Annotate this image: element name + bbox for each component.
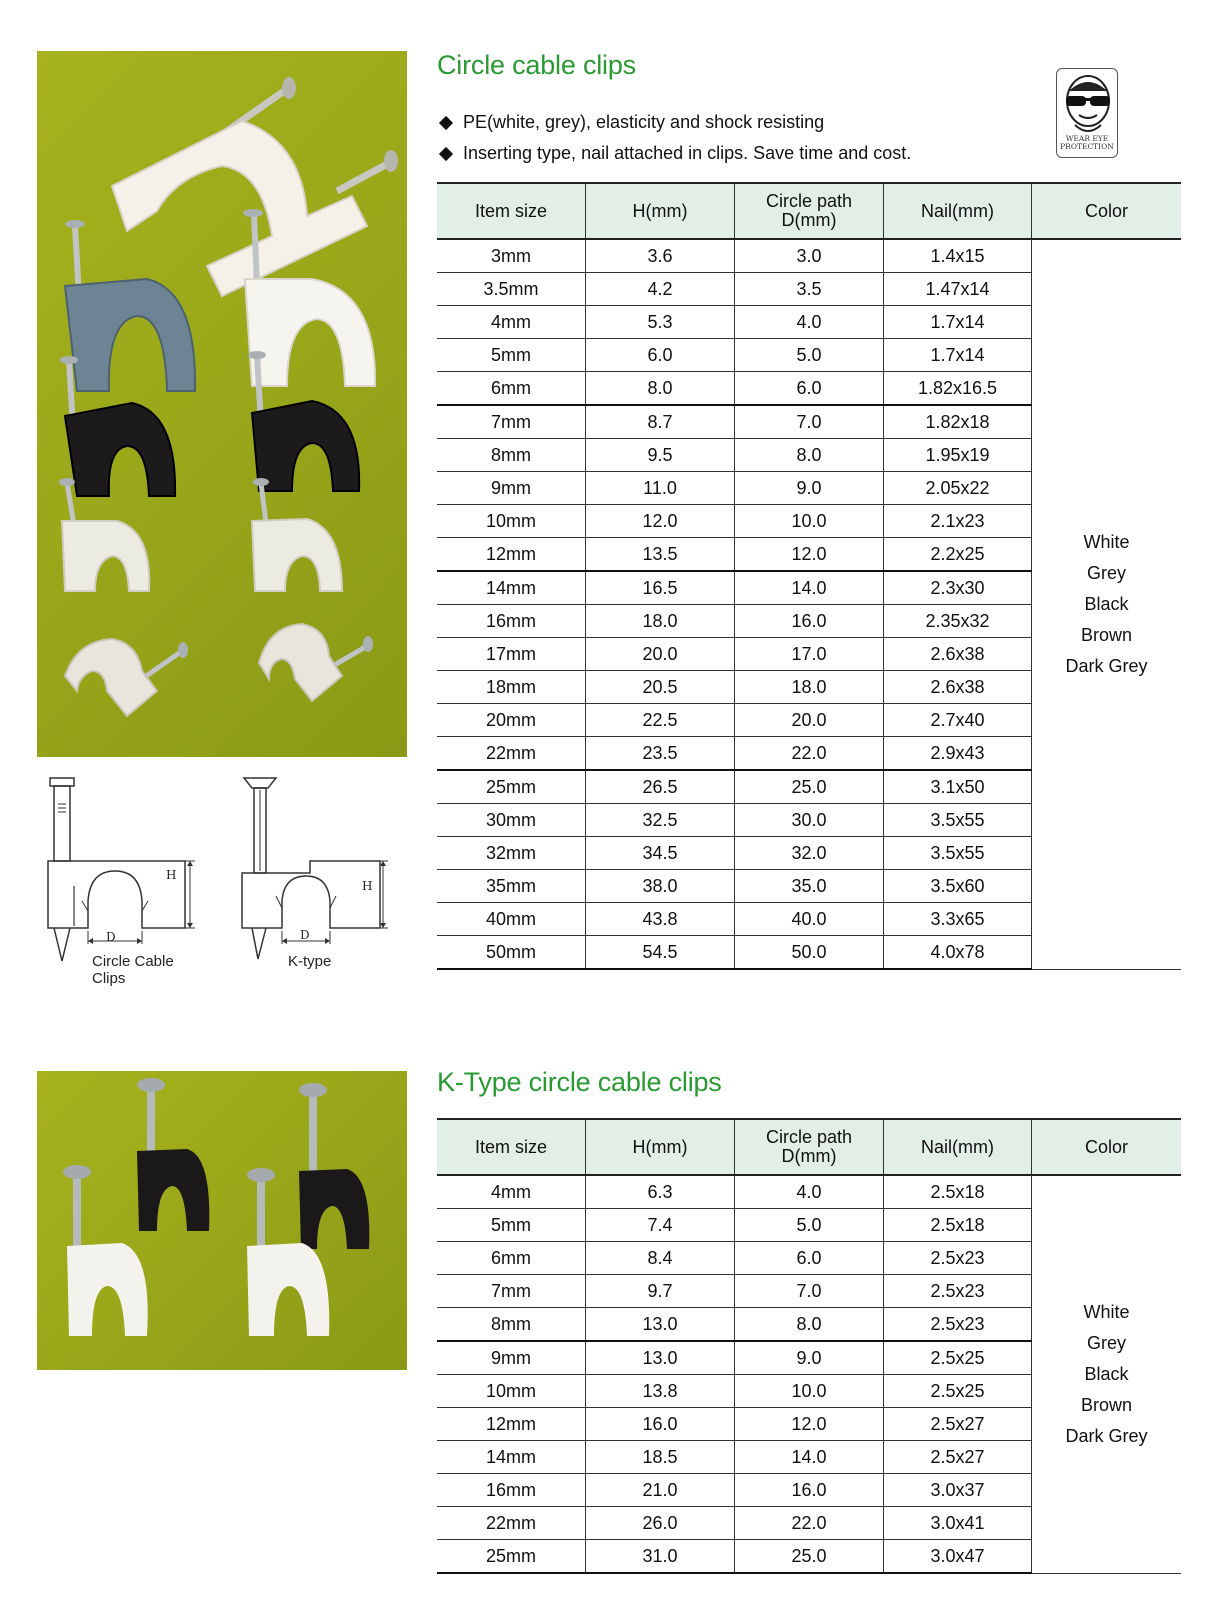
product-photo-circle-clips [37, 51, 407, 757]
k-type-clips-spec-table [437, 1118, 1181, 1574]
product-photo-k-type-clips [37, 1071, 407, 1370]
cell-circle-path: 3.5 [735, 273, 884, 306]
cell-item-size: 18mm [437, 671, 586, 704]
cell-circle-path: 35.0 [735, 870, 884, 903]
cell-item-size: 40mm [437, 903, 586, 936]
cell-item-size: 14mm [437, 1441, 586, 1474]
cell-circle-path: 16.0 [735, 605, 884, 638]
feature-bullets [437, 107, 911, 169]
cell-h: 13.0 [586, 1308, 735, 1342]
cell-circle-path: 12.0 [735, 538, 884, 572]
cell-circle-path: 40.0 [735, 903, 884, 936]
cell-circle-path: 8.0 [735, 439, 884, 472]
col-header-h: H(mm) [586, 183, 735, 239]
cell-item-size: 25mm [437, 770, 586, 804]
cell-item-size: 3.5mm [437, 273, 586, 306]
cell-nail: 2.9x43 [884, 737, 1032, 771]
section-title-k-type-clips: K-Type circle cable clips [437, 1067, 722, 1097]
k-type-clip-diagram [240, 776, 390, 981]
cell-h: 9.7 [586, 1275, 735, 1308]
cell-circle-path: 20.0 [735, 704, 884, 737]
cell-h: 26.5 [586, 770, 735, 804]
small-white-clip-right [252, 478, 342, 591]
cell-nail: 1.4x15 [884, 239, 1032, 273]
cell-nail: 1.7x14 [884, 339, 1032, 372]
cell-item-size: 50mm [437, 936, 586, 970]
cell-nail: 3.3x65 [884, 903, 1032, 936]
cell-circle-path: 9.0 [735, 1341, 884, 1375]
wear-eye-protection-badge [1056, 68, 1118, 158]
cell-circle-path: 4.0 [735, 1175, 884, 1209]
diagram-d-label: D [300, 928, 310, 942]
col-header-item-size: Item size [437, 1119, 586, 1175]
table-row [437, 239, 1181, 273]
cell-h: 16.5 [586, 571, 735, 605]
cell-circle-path: 16.0 [735, 1474, 884, 1507]
cell-item-size: 12mm [437, 538, 586, 572]
cell-nail: 2.5x18 [884, 1209, 1032, 1242]
cell-h: 7.4 [586, 1209, 735, 1242]
cell-h: 3.6 [586, 239, 735, 273]
cell-h: 6.3 [586, 1175, 735, 1209]
cell-item-size: 5mm [437, 1209, 586, 1242]
col-header-item-size: Item size [437, 183, 586, 239]
cell-circle-path: 5.0 [735, 339, 884, 372]
cell-item-size: 9mm [437, 1341, 586, 1375]
col-header-color: Color [1032, 183, 1182, 239]
cell-circle-path: 12.0 [735, 1408, 884, 1441]
cell-item-size: 20mm [437, 704, 586, 737]
cell-h: 43.8 [586, 903, 735, 936]
badge-caption: WEAR EYE PROTECTION [1060, 134, 1114, 151]
color-option: Brown [1080, 624, 1133, 645]
section-title-circle-clips: Circle cable clips [437, 50, 636, 80]
cell-color-options [1032, 239, 1182, 969]
cell-h: 38.0 [586, 870, 735, 903]
cell-item-size: 3mm [437, 239, 586, 273]
color-option: White [1083, 1301, 1130, 1322]
cell-nail: 3.1x50 [884, 770, 1032, 804]
cell-circle-path: 18.0 [735, 671, 884, 704]
cell-h: 6.0 [586, 339, 735, 372]
goggles-icon [1057, 69, 1119, 139]
cell-item-size: 17mm [437, 638, 586, 671]
cell-nail: 3.5x60 [884, 870, 1032, 903]
cell-circle-path: 32.0 [735, 837, 884, 870]
cell-nail: 2.5x27 [884, 1441, 1032, 1474]
cell-item-size: 10mm [437, 1375, 586, 1408]
cell-item-size: 16mm [437, 1474, 586, 1507]
cell-h: 9.5 [586, 439, 735, 472]
cell-nail: 1.82x18 [884, 405, 1032, 439]
grey-clip [65, 220, 195, 391]
cell-h: 4.2 [586, 273, 735, 306]
cell-item-size: 4mm [437, 1175, 586, 1209]
cell-item-size: 25mm [437, 1540, 586, 1574]
circle-clips-spec-table [437, 182, 1181, 970]
color-option: Dark Grey [1065, 655, 1148, 676]
col-header-nail: Nail(mm) [884, 183, 1032, 239]
circle-clip-diagram [40, 776, 210, 987]
black-k-clip-right [299, 1083, 369, 1249]
cell-nail: 2.5x18 [884, 1175, 1032, 1209]
cell-circle-path: 4.0 [735, 306, 884, 339]
cell-h: 23.5 [586, 737, 735, 771]
cell-item-size: 7mm [437, 405, 586, 439]
cell-nail: 2.05x22 [884, 472, 1032, 505]
bullet-item: Inserting type, nail attached in clips. Save time and cost. [437, 138, 911, 169]
cell-circle-path: 22.0 [735, 1507, 884, 1540]
cell-h: 12.0 [586, 505, 735, 538]
cell-nail: 3.5x55 [884, 837, 1032, 870]
table-header-row [437, 183, 1181, 239]
cell-item-size: 10mm [437, 505, 586, 538]
cell-h: 32.5 [586, 804, 735, 837]
cell-item-size: 14mm [437, 571, 586, 605]
diamond-bullet-icon [439, 146, 453, 160]
cell-item-size: 12mm [437, 1408, 586, 1441]
table-row [437, 1175, 1181, 1209]
cell-nail: 1.7x14 [884, 306, 1032, 339]
cell-h: 31.0 [586, 1540, 735, 1574]
cell-h: 21.0 [586, 1474, 735, 1507]
cell-nail: 2.5x23 [884, 1308, 1032, 1342]
cell-nail: 2.35x32 [884, 605, 1032, 638]
diamond-bullet-icon [439, 115, 453, 129]
col-header-color: Color [1032, 1119, 1182, 1175]
color-option: Brown [1080, 1394, 1133, 1415]
cell-nail: 2.5x27 [884, 1408, 1032, 1441]
cell-h: 20.0 [586, 638, 735, 671]
col-header-h: H(mm) [586, 1119, 735, 1175]
cell-circle-path: 7.0 [735, 405, 884, 439]
cell-h: 20.5 [586, 671, 735, 704]
cell-item-size: 22mm [437, 737, 586, 771]
color-option: Black [1084, 1363, 1129, 1384]
cell-h: 8.4 [586, 1242, 735, 1275]
cell-nail: 2.2x25 [884, 538, 1032, 572]
cell-circle-path: 30.0 [735, 804, 884, 837]
cell-circle-path: 10.0 [735, 1375, 884, 1408]
cell-nail: 2.7x40 [884, 704, 1032, 737]
table-header-row [437, 1119, 1181, 1175]
cell-h: 54.5 [586, 936, 735, 970]
col-header-circle-path: Circle path D(mm) [735, 1119, 884, 1175]
cell-circle-path: 10.0 [735, 505, 884, 538]
cell-nail: 2.5x23 [884, 1275, 1032, 1308]
cell-h: 34.5 [586, 837, 735, 870]
cell-item-size: 9mm [437, 472, 586, 505]
cell-nail: 2.3x30 [884, 571, 1032, 605]
color-option: Grey [1086, 1332, 1126, 1353]
cell-nail: 2.6x38 [884, 638, 1032, 671]
cell-circle-path: 17.0 [735, 638, 884, 671]
cell-h: 8.7 [586, 405, 735, 439]
cell-item-size: 22mm [437, 1507, 586, 1540]
black-k-clip-left [137, 1078, 209, 1231]
color-option: Black [1084, 593, 1129, 614]
diagram-caption-circle: Circle Cable Clips [92, 953, 174, 987]
cell-item-size: 5mm [437, 339, 586, 372]
cell-h: 18.5 [586, 1441, 735, 1474]
cell-h: 13.5 [586, 538, 735, 572]
cell-circle-path: 22.0 [735, 737, 884, 771]
cell-circle-path: 14.0 [735, 1441, 884, 1474]
cell-h: 13.8 [586, 1375, 735, 1408]
diagram-h-label: H [362, 879, 373, 893]
cell-nail: 2.1x23 [884, 505, 1032, 538]
cell-h: 22.5 [586, 704, 735, 737]
cell-item-size: 32mm [437, 837, 586, 870]
cell-nail: 4.0x78 [884, 936, 1032, 970]
lying-clip-right [259, 624, 373, 701]
cell-nail: 2.5x23 [884, 1242, 1032, 1275]
cell-circle-path: 25.0 [735, 770, 884, 804]
cell-nail: 2.6x38 [884, 671, 1032, 704]
cell-circle-path: 6.0 [735, 372, 884, 406]
cell-nail: 2.5x25 [884, 1341, 1032, 1375]
cell-circle-path: 6.0 [735, 1242, 884, 1275]
col-header-circle-path: Circle path D(mm) [735, 183, 884, 239]
diagram-h-label: H [166, 868, 177, 882]
cell-h: 16.0 [586, 1408, 735, 1441]
cell-h: 18.0 [586, 605, 735, 638]
cell-h: 26.0 [586, 1507, 735, 1540]
cell-item-size: 6mm [437, 1242, 586, 1275]
color-option: Grey [1086, 562, 1126, 583]
cell-nail: 1.82x16.5 [884, 372, 1032, 406]
cell-item-size: 16mm [437, 605, 586, 638]
cell-nail: 1.95x19 [884, 439, 1032, 472]
cell-circle-path: 3.0 [735, 239, 884, 273]
cell-h: 5.3 [586, 306, 735, 339]
cell-item-size: 7mm [437, 1275, 586, 1308]
col-header-nail: Nail(mm) [884, 1119, 1032, 1175]
cell-item-size: 4mm [437, 306, 586, 339]
cell-circle-path: 14.0 [735, 571, 884, 605]
cell-item-size: 6mm [437, 372, 586, 406]
cell-circle-path: 9.0 [735, 472, 884, 505]
white-k-clip-left [63, 1165, 148, 1336]
cell-circle-path: 50.0 [735, 936, 884, 970]
color-option: White [1083, 531, 1130, 552]
diagram-caption-ktype: K-type [288, 953, 332, 970]
cell-item-size: 30mm [437, 804, 586, 837]
cell-color-options [1032, 1175, 1182, 1573]
cell-nail: 3.0x37 [884, 1474, 1032, 1507]
cell-circle-path: 8.0 [735, 1308, 884, 1342]
cell-nail: 3.0x47 [884, 1540, 1032, 1574]
bullet-item: PE(white, grey), elasticity and shock resisting [437, 107, 911, 138]
cell-item-size: 35mm [437, 870, 586, 903]
cell-nail: 2.5x25 [884, 1375, 1032, 1408]
cell-nail: 1.47x14 [884, 273, 1032, 306]
cell-h: 13.0 [586, 1341, 735, 1375]
cell-circle-path: 7.0 [735, 1275, 884, 1308]
lying-clip-left [65, 639, 188, 716]
cell-circle-path: 25.0 [735, 1540, 884, 1574]
cell-nail: 3.5x55 [884, 804, 1032, 837]
color-option: Dark Grey [1065, 1425, 1148, 1446]
diagram-d-label: D [106, 930, 116, 944]
cell-item-size: 8mm [437, 439, 586, 472]
cell-nail: 3.0x41 [884, 1507, 1032, 1540]
cell-circle-path: 5.0 [735, 1209, 884, 1242]
cell-h: 11.0 [586, 472, 735, 505]
cell-h: 8.0 [586, 372, 735, 406]
cell-item-size: 8mm [437, 1308, 586, 1342]
